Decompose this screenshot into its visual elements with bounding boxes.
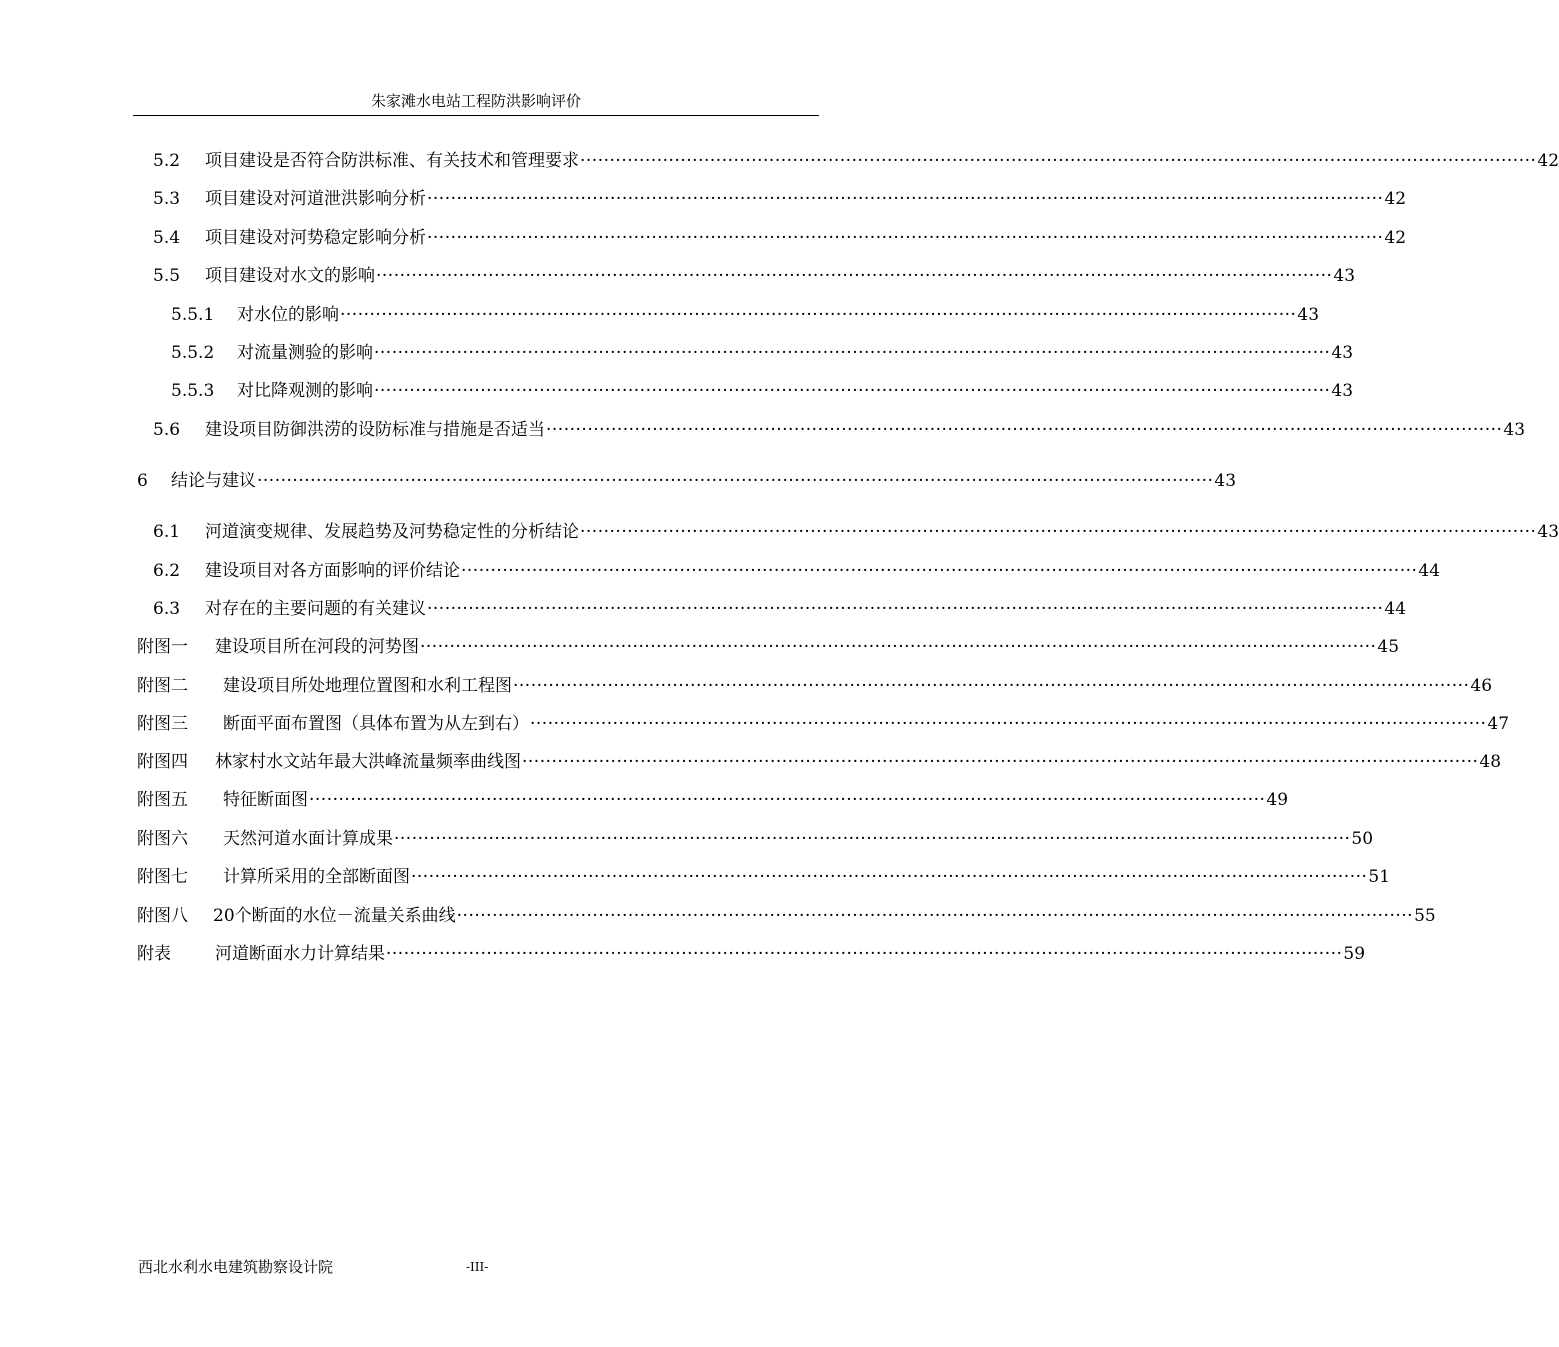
toc-entry-title: 建设项目所在河段的河势图 bbox=[215, 637, 419, 657]
footer-organization: 西北水利水电建筑勘察设计院 bbox=[138, 1258, 334, 1276]
toc-leader-dots bbox=[411, 865, 1367, 889]
toc-entry-number: 附图一 bbox=[137, 637, 188, 657]
toc-entry-title: 项目建设对河势稳定影响分析 bbox=[205, 228, 426, 248]
toc-entry-number: 6.3 bbox=[153, 599, 181, 619]
toc-leader-dots bbox=[580, 149, 1536, 173]
toc-entry-number: 5.6 bbox=[153, 420, 181, 440]
toc-leader-dots bbox=[513, 674, 1469, 698]
toc-entry[interactable] bbox=[137, 788, 1289, 812]
toc-leader-dots bbox=[376, 264, 1332, 288]
toc-entry[interactable] bbox=[171, 341, 1354, 365]
toc-entry-title: 对存在的主要问题的有关建议 bbox=[205, 599, 426, 619]
toc-entry-title: 林家村水文站年最大洪峰流量频率曲线图 bbox=[215, 752, 521, 772]
toc-entry[interactable] bbox=[137, 865, 1391, 889]
toc-entry-page: 59 bbox=[1343, 944, 1366, 964]
toc-entry[interactable] bbox=[137, 904, 1436, 928]
toc-leader-dots bbox=[546, 418, 1502, 442]
toc-entry-page: 48 bbox=[1479, 752, 1502, 772]
toc-entry-page: 42 bbox=[1537, 151, 1559, 171]
toc-entry-page: 43 bbox=[1333, 266, 1356, 286]
toc-entry-page: 47 bbox=[1487, 714, 1510, 734]
toc-entry-page: 42 bbox=[1384, 228, 1407, 248]
toc-entry-title: 河道断面水力计算结果 bbox=[215, 944, 385, 964]
toc-entry-page: 43 bbox=[1537, 522, 1559, 542]
toc-entry-title: 20个断面的水位－流量关系曲线 bbox=[213, 906, 456, 926]
toc-entry-number: 5.5.3 bbox=[171, 381, 215, 401]
toc-entry[interactable] bbox=[153, 264, 1356, 288]
toc-entry-page: 44 bbox=[1418, 561, 1441, 581]
toc-entry-title: 特征断面图 bbox=[223, 790, 308, 810]
toc-leader-dots bbox=[374, 341, 1330, 365]
toc-entry-number: 6.2 bbox=[153, 561, 181, 581]
toc-entry-title: 断面平面布置图（具体布置为从左到右） bbox=[223, 714, 529, 734]
toc-leader-dots bbox=[386, 942, 1342, 966]
toc-entry-number: 附图六 bbox=[137, 829, 188, 849]
toc-entry-title: 结论与建议 bbox=[171, 471, 256, 491]
toc-entry-title: 河道演变规律、发展趋势及河势稳定性的分析结论 bbox=[205, 522, 579, 542]
toc-entry-page: 45 bbox=[1377, 637, 1400, 657]
toc-leader-dots bbox=[340, 303, 1296, 327]
toc-entry-number: 5.5.2 bbox=[171, 343, 215, 363]
toc-entry-page: 43 bbox=[1331, 343, 1354, 363]
toc-entry[interactable] bbox=[153, 418, 1526, 442]
toc-entry-number: 附表 bbox=[137, 944, 171, 964]
toc-entry-number: 6 bbox=[137, 471, 148, 491]
toc-leader-dots bbox=[309, 788, 1265, 812]
toc-entry-title: 项目建设对河道泄洪影响分析 bbox=[205, 189, 426, 209]
toc-entry[interactable] bbox=[153, 187, 1407, 211]
toc-entry-number: 附图八 bbox=[137, 906, 188, 926]
toc-entry[interactable] bbox=[153, 597, 1407, 621]
toc-entry-page: 42 bbox=[1384, 189, 1407, 209]
toc-entry-number: 5.2 bbox=[153, 151, 181, 171]
toc-entry[interactable] bbox=[137, 469, 1237, 493]
toc-entry-page: 50 bbox=[1351, 829, 1374, 849]
toc-entry-title: 建设项目所处地理位置图和水利工程图 bbox=[223, 676, 512, 696]
toc-entry[interactable] bbox=[153, 520, 1559, 544]
toc-entry[interactable] bbox=[153, 226, 1407, 250]
toc-entry[interactable] bbox=[137, 635, 1400, 659]
toc-leader-dots bbox=[530, 712, 1486, 736]
toc-entry-page: 43 bbox=[1297, 305, 1320, 325]
footer-page-number: -III- bbox=[466, 1260, 489, 1274]
toc-entry-page: 44 bbox=[1384, 599, 1407, 619]
toc-entry-number: 附图三 bbox=[137, 714, 188, 734]
toc-entry-number: 5.5 bbox=[153, 266, 181, 286]
toc-entry-title: 对流量测验的影响 bbox=[237, 343, 373, 363]
toc-leader-dots bbox=[461, 559, 1417, 583]
toc-leader-dots bbox=[394, 827, 1350, 851]
toc-leader-dots bbox=[374, 379, 1330, 403]
toc-entry-title: 项目建设是否符合防洪标准、有关技术和管理要求 bbox=[205, 151, 579, 171]
toc-entry[interactable] bbox=[137, 674, 1493, 698]
toc-leader-dots bbox=[427, 187, 1383, 211]
toc-entry[interactable] bbox=[171, 303, 1320, 327]
toc-leader-dots bbox=[427, 226, 1383, 250]
toc-entry-number: 5.5.1 bbox=[171, 305, 215, 325]
toc-entry-page: 43 bbox=[1331, 381, 1354, 401]
toc-leader-dots bbox=[257, 469, 1213, 493]
toc-entry-page: 49 bbox=[1266, 790, 1289, 810]
toc-entry-title: 项目建设对水文的影响 bbox=[205, 266, 375, 286]
toc-entry[interactable] bbox=[153, 559, 1441, 583]
page-header-title: 朱家滩水电站工程防洪影响评价 bbox=[370, 92, 581, 110]
toc-leader-dots bbox=[580, 520, 1536, 544]
toc-entry-title: 对水位的影响 bbox=[237, 305, 339, 325]
toc-entry-title: 建设项目防御洪涝的设防标准与措施是否适当 bbox=[205, 420, 545, 440]
toc-leader-dots bbox=[427, 597, 1383, 621]
toc-entry-page: 55 bbox=[1414, 906, 1436, 926]
toc-entry-number: 附图七 bbox=[137, 867, 188, 887]
toc-leader-dots bbox=[457, 904, 1413, 928]
toc-entry-title: 计算所采用的全部断面图 bbox=[223, 867, 410, 887]
toc-entry-page: 43 bbox=[1214, 471, 1237, 491]
toc-entry[interactable] bbox=[171, 379, 1354, 403]
toc-entry-number: 5.4 bbox=[153, 228, 181, 248]
toc-entry-number: 5.3 bbox=[153, 189, 181, 209]
toc-entry-number: 6.1 bbox=[153, 522, 181, 542]
toc-entry-page: 46 bbox=[1470, 676, 1493, 696]
toc-entry-page: 51 bbox=[1368, 867, 1391, 887]
toc-entry-number: 附图五 bbox=[137, 790, 188, 810]
toc-entry-title: 对比降观测的影响 bbox=[237, 381, 373, 401]
toc-leader-dots bbox=[522, 750, 1478, 774]
toc-entry[interactable] bbox=[137, 750, 1502, 774]
toc-entry-title: 天然河道水面计算成果 bbox=[223, 829, 393, 849]
toc-entry[interactable] bbox=[137, 942, 1366, 966]
toc-entry-number: 附图四 bbox=[137, 752, 188, 772]
toc-entry[interactable] bbox=[137, 827, 1374, 851]
toc-entry[interactable] bbox=[153, 149, 1559, 173]
toc-entry-page: 43 bbox=[1503, 420, 1526, 440]
toc-entry-title: 建设项目对各方面影响的评价结论 bbox=[205, 561, 460, 581]
toc-entry[interactable] bbox=[137, 712, 1510, 736]
toc-leader-dots bbox=[420, 635, 1376, 659]
toc-entry-number: 附图二 bbox=[137, 676, 188, 696]
